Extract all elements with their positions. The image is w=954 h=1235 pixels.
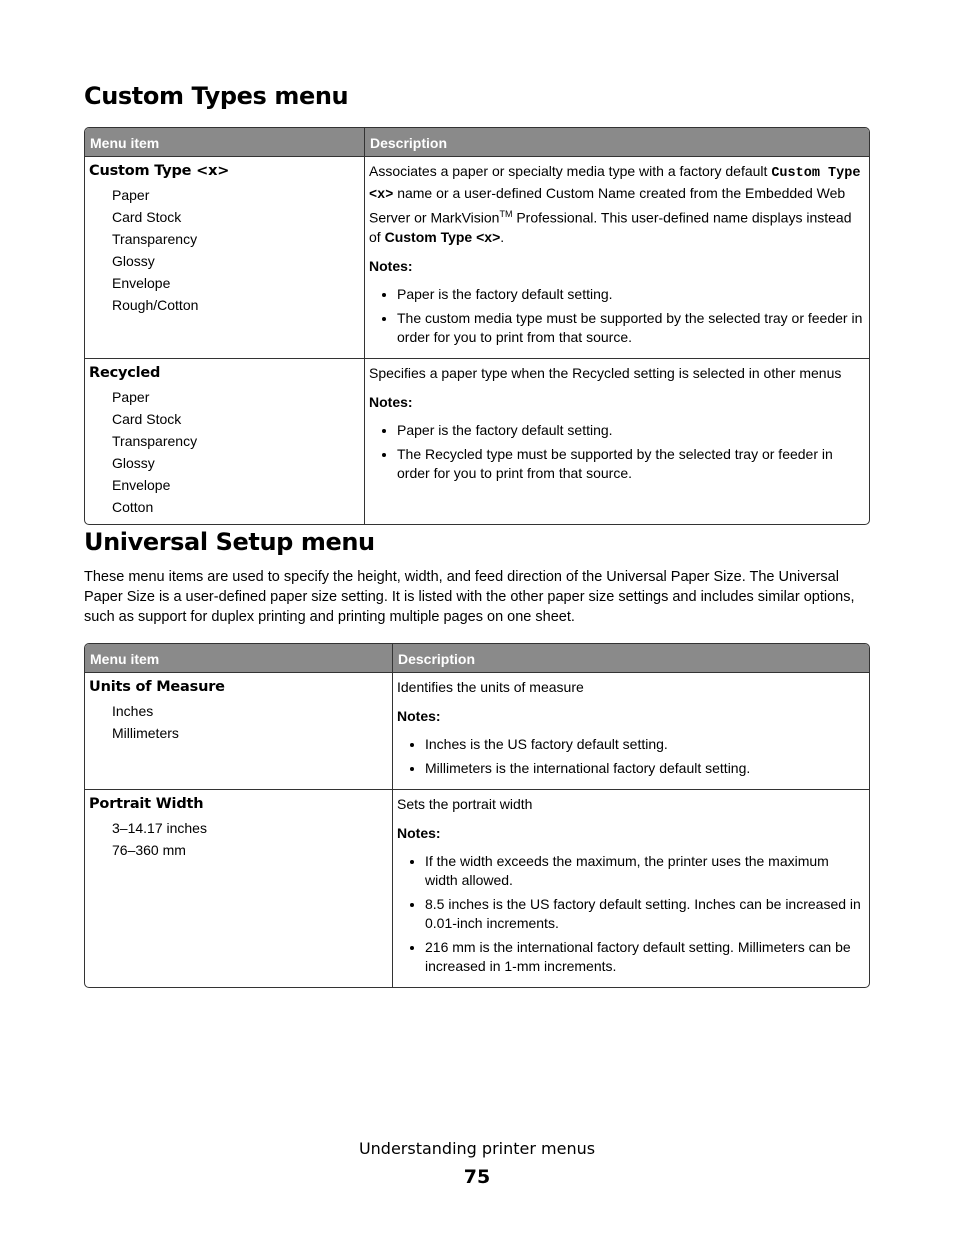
description-cell bbox=[392, 789, 869, 987]
menu-item-cell bbox=[85, 156, 364, 358]
menu-option: Card Stock bbox=[112, 410, 182, 427]
column-header-description: Description bbox=[364, 128, 869, 156]
menu-option: Glossy bbox=[112, 252, 155, 269]
menu-option: Envelope bbox=[112, 274, 171, 291]
column-header-menu-item: Menu item bbox=[85, 644, 392, 672]
section-title-custom-types: Custom Types menu bbox=[84, 82, 349, 110]
column-header-menu-item: Menu item bbox=[85, 128, 364, 156]
list-item: • The Recycled type must be supported by the selected tray or feeder in order for you to print from that source. bbox=[397, 445, 864, 483]
description-text: Associates a paper or specialty media type with a factory default Custom Type <x> name or a user-defined Custom Name created from the Embedded Web Server or MarkVision™ Professional. This user-defined name displays instead of Custom Type <x>. bbox=[369, 163, 861, 246]
table-row bbox=[85, 672, 869, 789]
description-text: Specifies a paper type when the Recycled setting is selected in other menus bbox=[369, 365, 842, 382]
table-row bbox=[85, 789, 869, 987]
list-item: • Paper is the factory default setting. bbox=[397, 421, 864, 440]
list-item: • 8.5 inches is the US factory default setting. Inches can be increased in 0.01-inch increments. bbox=[425, 895, 864, 933]
list-item: • Millimeters is the international factory default setting. bbox=[425, 759, 864, 778]
description-cell bbox=[364, 358, 869, 524]
list-item: • 216 mm is the international factory default setting. Millimeters can be increased in 1-mm increments. bbox=[425, 938, 864, 976]
menu-item-name: Custom Type <x> bbox=[89, 163, 230, 179]
menu-option: Glossy bbox=[112, 454, 155, 471]
menu-option: Paper bbox=[112, 388, 150, 405]
list-item: • The custom media type must be supported by the selected tray or feeder in order for you to print from that source. bbox=[397, 309, 864, 347]
menu-item-cell bbox=[85, 789, 392, 987]
menu-option: Transparency bbox=[112, 432, 198, 449]
menu-option: Inches bbox=[112, 702, 154, 719]
menu-option: Transparency bbox=[112, 230, 198, 247]
notes-label: Notes: bbox=[397, 824, 441, 841]
description-cell bbox=[364, 156, 869, 358]
footer-chapter-title: Understanding printer menus bbox=[358, 1139, 596, 1158]
section-intro: These menu items are used to specify the height, width, and feed direction of the Universal Paper Size. The Universal Paper Size is a user-defined paper size setting. It is listed with the other paper size settings and includes similar options, such as support for duplex printing and printing multiple pages on one sheet. bbox=[84, 569, 855, 625]
notes-label: Notes: bbox=[369, 257, 413, 274]
menu-option: Card Stock bbox=[112, 208, 182, 225]
menu-item-name: Recycled bbox=[89, 365, 161, 382]
notes-label: Notes: bbox=[397, 707, 441, 724]
description-text: Identifies the units of measure bbox=[397, 679, 584, 695]
section-title-universal-setup: Universal Setup menu bbox=[84, 528, 375, 556]
menu-option: Envelope bbox=[112, 476, 171, 493]
menu-option: Paper bbox=[112, 186, 150, 203]
menu-option: Rough/Cotton bbox=[112, 296, 199, 313]
page-number: 75 bbox=[463, 1166, 491, 1188]
menu-option: 76–360 mm bbox=[112, 841, 186, 858]
menu-option: 3–14.17 inches bbox=[112, 819, 207, 836]
table-header-row bbox=[85, 644, 869, 672]
menu-option: Millimeters bbox=[112, 724, 179, 741]
list-item: • If the width exceeds the maximum, the printer uses the maximum width allowed. bbox=[425, 852, 864, 890]
notes-list bbox=[397, 735, 864, 778]
menu-item-name: Units of Measure bbox=[89, 679, 225, 695]
description-cell bbox=[392, 672, 869, 789]
column-header-description: Description bbox=[392, 644, 869, 672]
description-text: Sets the portrait width bbox=[397, 796, 533, 812]
universal-setup-table bbox=[84, 643, 870, 988]
menu-item-cell bbox=[85, 672, 392, 789]
notes-label: Notes: bbox=[369, 393, 413, 410]
notes-list bbox=[369, 285, 864, 347]
menu-option: Cotton bbox=[112, 498, 154, 515]
notes-list bbox=[369, 421, 864, 483]
table-row bbox=[85, 156, 869, 358]
menu-item-name: Portrait Width bbox=[89, 796, 204, 812]
list-item: • Paper is the factory default setting. bbox=[397, 285, 864, 304]
table-row bbox=[85, 358, 869, 524]
list-item: • Inches is the US factory default setting. bbox=[425, 735, 864, 754]
table-header-row bbox=[85, 128, 869, 156]
custom-types-table bbox=[84, 127, 870, 525]
notes-list bbox=[397, 852, 864, 976]
menu-item-cell bbox=[85, 358, 364, 524]
